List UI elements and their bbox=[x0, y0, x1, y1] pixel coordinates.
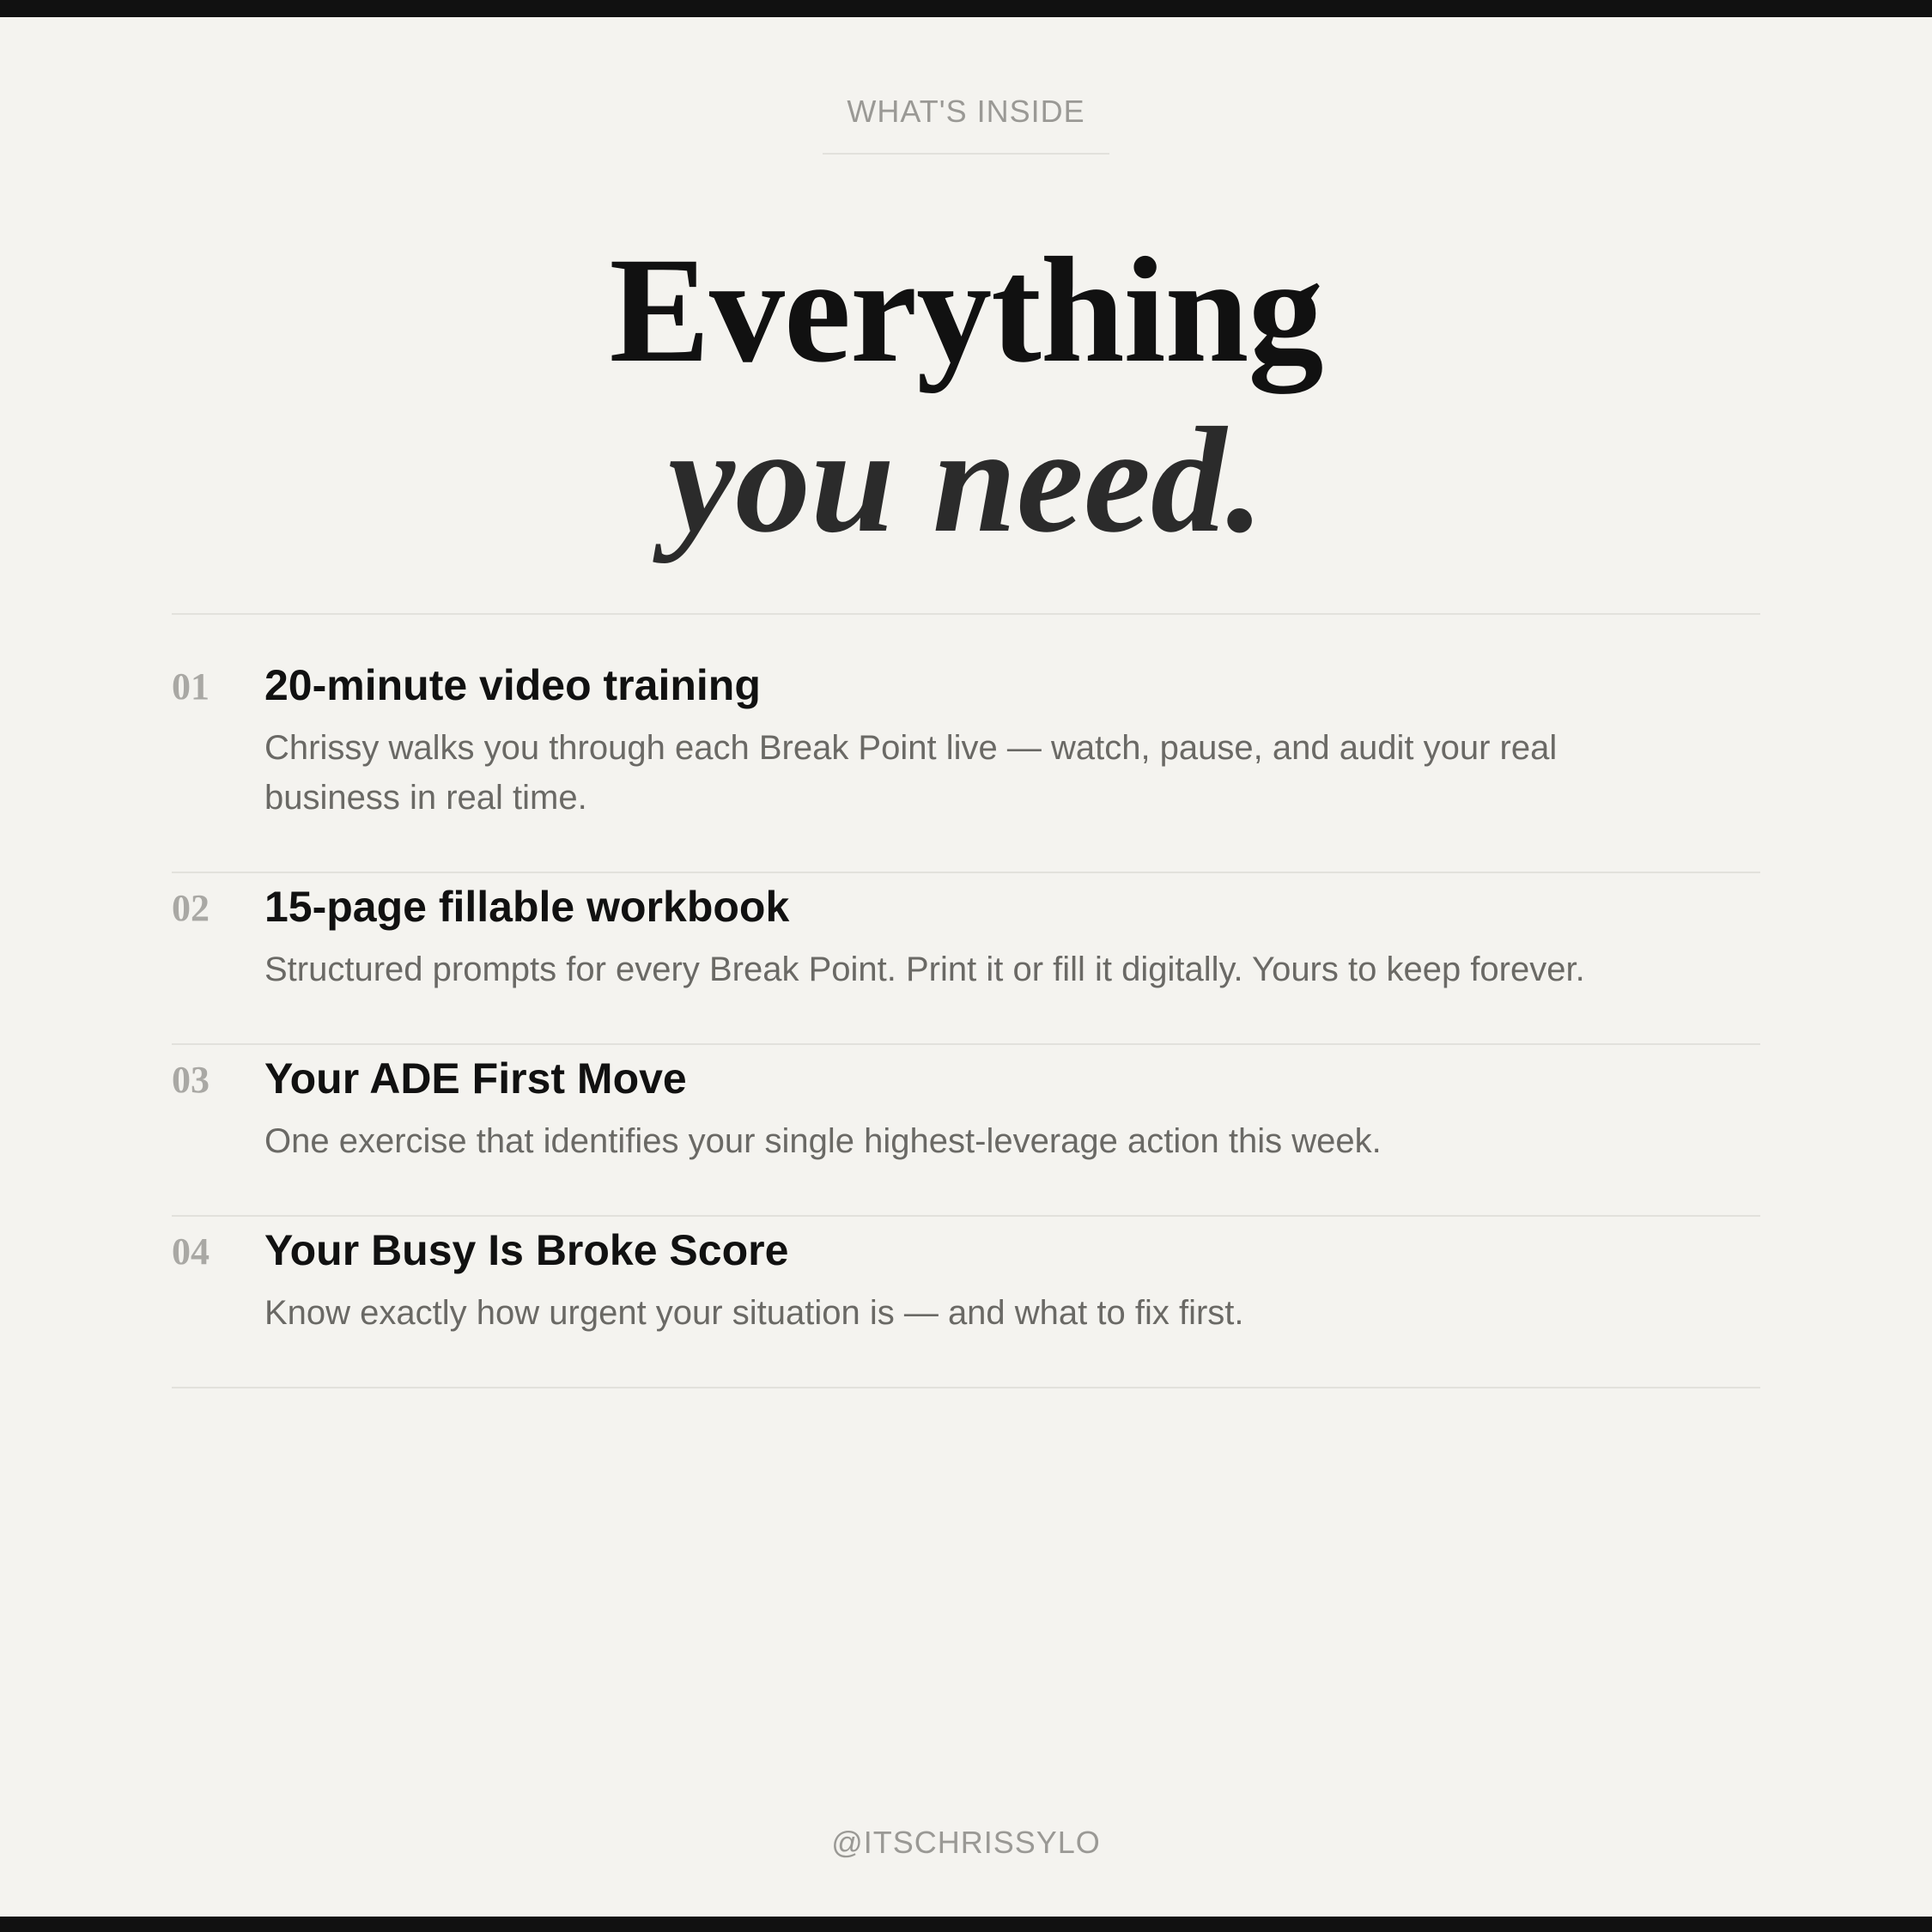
divider bbox=[172, 1387, 1760, 1388]
item-number: 03 bbox=[172, 1059, 210, 1101]
eyebrow-label: WHAT'S INSIDE bbox=[847, 94, 1085, 129]
item-description: One exercise that identifies your single highest-leverage action this week. bbox=[264, 1122, 1382, 1160]
bottom-frame-bar bbox=[0, 1917, 1932, 1932]
divider bbox=[172, 1215, 1760, 1217]
item-title: Your ADE First Move bbox=[264, 1054, 687, 1103]
item-description: Structured prompts for every Break Point. Print it or fill it digitally. Yours to keep forever. bbox=[264, 951, 1585, 988]
item-title: 20-minute video training bbox=[264, 661, 761, 709]
divider bbox=[172, 872, 1760, 873]
item-description: Chrissy walks you through each Break Point live — watch, pause, and audit your real business in real time. bbox=[264, 729, 1558, 817]
item-description: Know exactly how urgent your situation is — and what to fix first. bbox=[264, 1294, 1244, 1332]
headline-line-2: you need. bbox=[667, 397, 1265, 564]
item-title: 15-page fillable workbook bbox=[264, 883, 790, 931]
item-number: 01 bbox=[172, 665, 210, 708]
eyebrow-divider bbox=[823, 153, 1109, 155]
divider bbox=[172, 613, 1760, 615]
top-frame-bar bbox=[0, 0, 1932, 17]
headline-line-1: Everything bbox=[609, 227, 1323, 394]
item-title: Your Busy Is Broke Score bbox=[264, 1226, 789, 1274]
item-number: 04 bbox=[172, 1230, 210, 1273]
item-number: 02 bbox=[172, 887, 210, 929]
divider bbox=[172, 1043, 1760, 1045]
footer-handle: @ITSCHRISSYLO bbox=[831, 1825, 1101, 1860]
